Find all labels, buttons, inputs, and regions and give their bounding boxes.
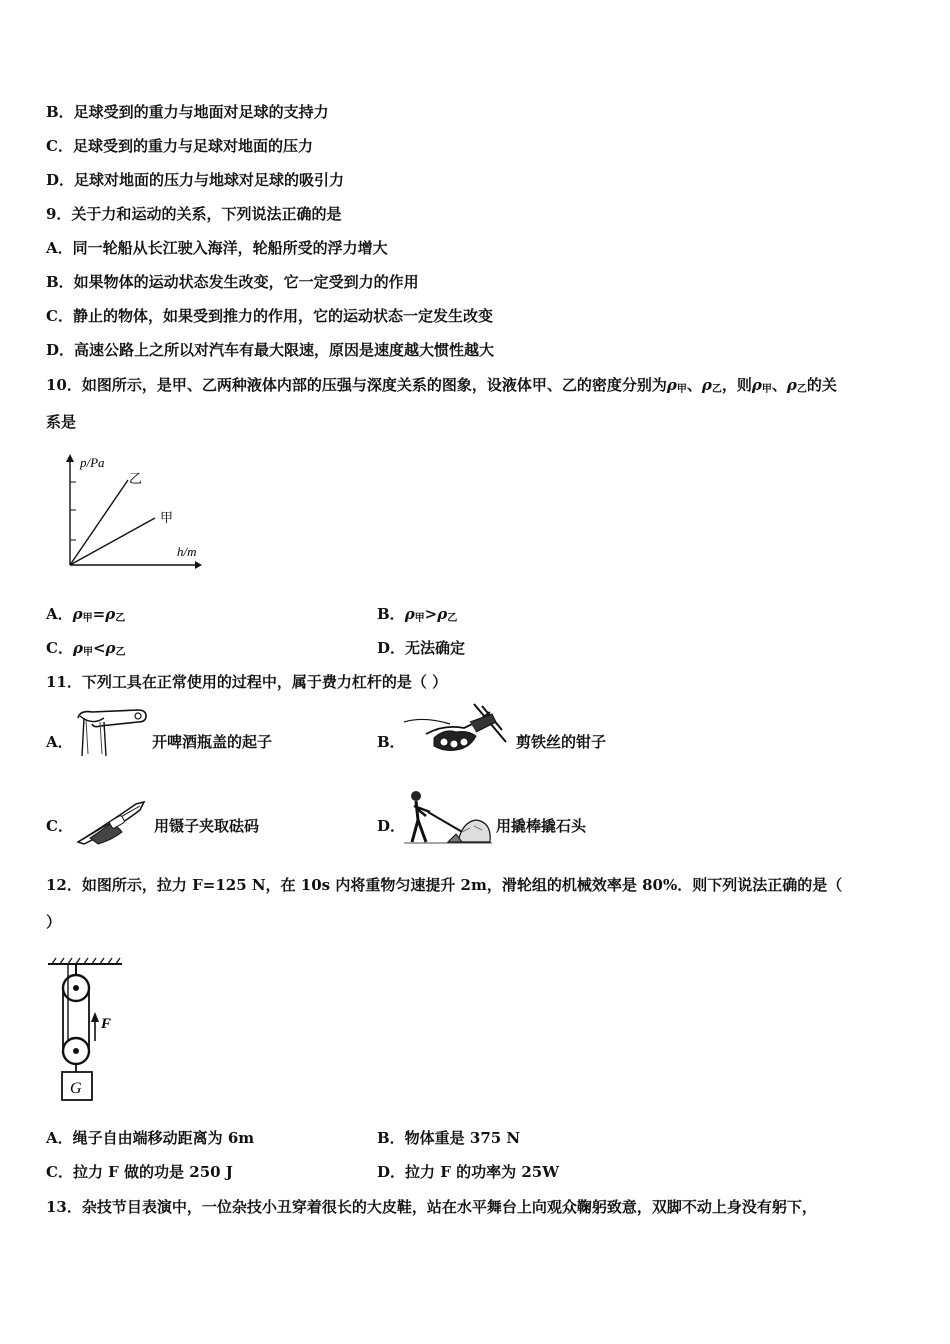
- q11-option-a-text: 开啤酒瓶盖的起子: [152, 733, 273, 751]
- q8-option-b: B．足球受到的重力与地面对足球的支持力: [46, 103, 329, 121]
- q9-stem: 9．关于力和运动的关系，下列说法正确的是: [46, 205, 342, 223]
- weight-label: G: [70, 1080, 82, 1097]
- q10-line-yi: [70, 480, 128, 565]
- q10-option-c: C．$\rho_甲<\rho_乙$: [46, 639, 126, 658]
- q12-option-a: A．绳子自由端移动距离为 6m: [46, 1129, 255, 1147]
- q9-option-a: A．同一轮船从长江驶入海洋，轮船所受的浮力增大: [46, 239, 388, 257]
- q10-y-axis-label: p/Pa: [80, 455, 105, 470]
- q10-stem: 10．如图所示，是甲、乙两种液体内部的压强与深度关系的图象，设液体甲、乙的密度分别为$\rho_甲$、$\rho_乙$，则$\rho_甲$、$\rho_乙$的关: [46, 376, 837, 395]
- q12-pulley-system: [46, 956, 126, 1106]
- q11-option-c-label: C．: [46, 817, 73, 835]
- q11-option-b-text: 剪铁丝的钳子: [516, 733, 607, 751]
- q12-option-c: C．拉力 F 做的功是 250 J: [46, 1163, 233, 1181]
- q10-label-yi: 乙: [129, 472, 143, 487]
- q10-option-d: D．无法确定: [377, 639, 466, 657]
- q10-label-jia: 甲: [160, 511, 174, 526]
- q10-option-b: B．$\rho_甲>\rho_乙$: [377, 605, 458, 624]
- tweezers-icon: [74, 796, 152, 846]
- q10-option-a: A．$\rho_甲=\rho_乙$: [46, 605, 126, 624]
- q11-option-d-label: D．: [377, 817, 406, 835]
- crowbar-lever-icon: [400, 788, 494, 846]
- q8-option-c: C．足球受到的重力与足球对地面的压力: [46, 137, 313, 155]
- q12-stem-close: ）: [46, 913, 62, 931]
- q11-option-a-label: A．: [46, 733, 73, 751]
- q11-option-b-label: B．: [377, 733, 405, 751]
- q9-option-c: C．静止的物体，如果受到推力的作用，它的运动状态一定发生改变: [46, 307, 493, 325]
- q10-line-jia: [70, 518, 155, 565]
- bottle-opener-icon: [74, 704, 150, 758]
- q10-pressure-depth-graph: [50, 450, 210, 580]
- q9-option-b: B．如果物体的运动状态发生改变，它一定受到力的作用: [46, 273, 419, 291]
- q9-option-d: D．高速公路上之所以对汽车有最大限速，原因是速度越大惯性越大: [46, 341, 495, 359]
- q8-option-d: D．足球对地面的压力与地球对足球的吸引力: [46, 171, 345, 189]
- q12-stem: 12．如图所示，拉力 F=125 N，在 10s 内将重物匀速提升 2m，滑轮组的机械效率是 80%．则下列说法正确的是（: [46, 876, 843, 894]
- q13-stem: 13．杂技节目表演中，一位杂技小丑穿着很长的大皮鞋，站在水平舞台上向观众鞠躬致意，双脚不动上身没有躬下，: [46, 1198, 817, 1216]
- q10-stem-continued: 系是: [46, 413, 77, 431]
- pliers-icon: [404, 702, 512, 758]
- q11-option-d-text: 用撬棒撬石头: [496, 817, 587, 835]
- q12-option-d: D．拉力 F 的功率为 25W: [377, 1163, 560, 1181]
- q10-x-axis-label: h/m: [177, 544, 197, 559]
- q11-option-c-text: 用镊子夹取砝码: [154, 817, 260, 835]
- q12-option-b: B．物体重是 375 N: [377, 1129, 521, 1147]
- force-label: F: [101, 1016, 112, 1032]
- q11-stem: 11．下列工具在正常使用的过程中，属于费力杠杆的是（ ）: [46, 673, 448, 691]
